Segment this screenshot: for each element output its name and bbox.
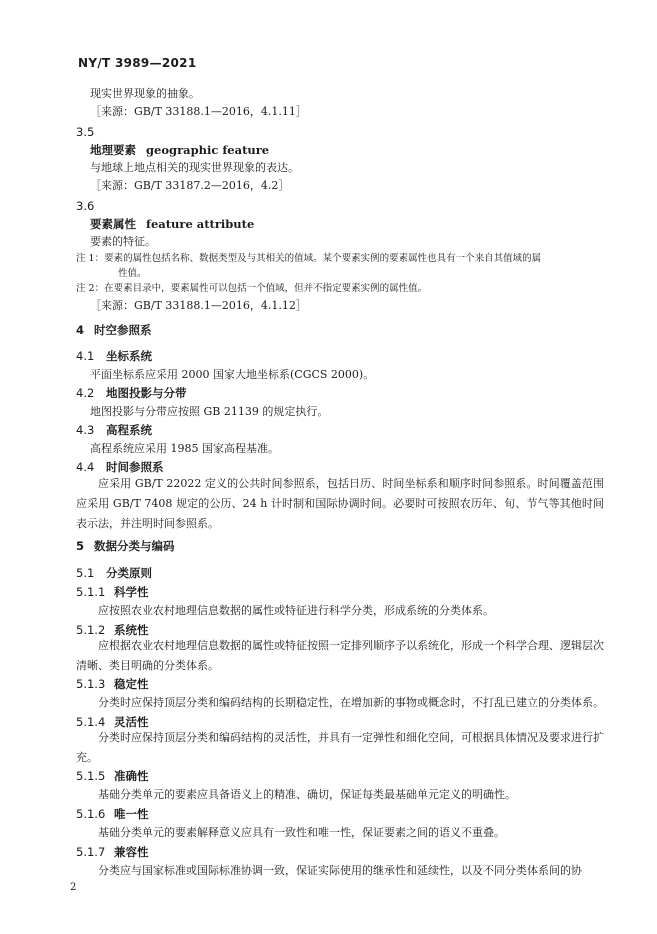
term-cn: 要素属性	[90, 217, 136, 231]
clause-number: 4.1	[76, 349, 95, 363]
clause-text: 基础分类单元的要素应具备语义上的精准、确切，保证每类最基础单元定义的明确性。	[98, 788, 516, 801]
term-number: 3.6	[76, 199, 95, 213]
definition-text: 要素的特征。	[90, 235, 156, 248]
clause-text: 应按照农业农村地理信息数据的属性或特征进行科学分类，形成系统的分类体系。	[98, 604, 494, 617]
subclause-title: 系统性	[114, 623, 149, 637]
clause-title: 时间参照系	[106, 460, 164, 474]
section-number: 5	[76, 539, 85, 553]
clause-text: 高程系统应采用 1985 国家高程基准。	[90, 442, 279, 455]
subclause-title: 准确性	[114, 769, 149, 783]
term-title	[90, 216, 254, 232]
subclause-number: 5.1.5	[76, 769, 106, 783]
section-title: 数据分类与编码	[94, 539, 175, 553]
term-number: 3.5	[76, 125, 95, 139]
term-cn: 地理要素	[90, 143, 136, 157]
subclause-title: 唯一性	[114, 807, 149, 821]
source-citation: ［来源：GB/T 33187.2—2016，4.2］	[90, 179, 290, 192]
section-title: 时空参照系	[94, 323, 152, 337]
subclause-number: 5.1.3	[76, 677, 106, 691]
note-1-continued: 性值。	[118, 268, 147, 279]
clause-number: 4.4	[76, 460, 95, 474]
clause-text: 分类时应保持顶层分类和编码结构的长期稳定性，在增加新的事物或概念时，不打乱已建立的分类体系。	[98, 696, 604, 709]
subclause-number: 5.1.1	[76, 585, 106, 599]
subclause-title: 科学性	[114, 585, 149, 599]
clause-text: 分类应与国家标准或国际标准协调一致，保证实际使用的继承性和延续性，以及不同分类体系间的协	[98, 864, 582, 877]
subclause-title: 兼容性	[114, 845, 149, 859]
clause-text: 地图投影与分带应按照 GB 21139 的规定执行。	[90, 405, 329, 418]
clause-number: 5.1	[76, 566, 95, 580]
clause-number: 4.3	[76, 423, 95, 437]
term-title	[90, 142, 269, 158]
clause-title: 坐标系统	[106, 349, 152, 363]
clause-title: 高程系统	[106, 423, 152, 437]
definition-text: 现实世界现象的抽象。	[90, 87, 200, 100]
clause-title: 分类原则	[106, 566, 152, 580]
term-en: geographic feature	[146, 143, 270, 157]
note-2: 注 2：在要素目录中，要素属性可以包括一个值域，但并不指定要素实例的属性值。	[76, 283, 428, 294]
standard-id-header: NY/T 3989—2021	[78, 56, 197, 70]
note-1: 注 1：要素的属性包括名称、数据类型及与其相关的值域。某个要素实例的要素属性也具有一个来自其值域的属	[76, 253, 542, 264]
clause-text: 基础分类单元的要素解释意义应具有一致性和唯一性，保证要素之间的语义不重叠。	[98, 826, 505, 839]
clause-text: 平面坐标系应采用 2000 国家大地坐标系(CGCS 2000)。	[90, 368, 375, 381]
clause-paragraph: 应采用 GB/T 22022 定义的公共时间参照系，包括日历、时间坐标系和顺序时间参照系。时间覆盖范围应采用 GB/T 7408 规定的公历、24 h 计时制和国际协调时间。必要时可按照农历年、旬、节气等其他时间表示法，并注明时间参照系。	[76, 477, 604, 530]
source-citation: ［来源：GB/T 33188.1—2016，4.1.11］	[90, 105, 307, 118]
clause-title: 地图投影与分带	[106, 386, 187, 400]
subclause-title: 灵活性	[114, 715, 149, 729]
subclause-number: 5.1.2	[76, 623, 106, 637]
subclause-number: 5.1.4	[76, 715, 106, 729]
section-number: 4	[76, 323, 85, 337]
clause-number: 4.2	[76, 386, 95, 400]
page-number: 2	[70, 882, 77, 893]
term-en: feature attribute	[146, 217, 255, 231]
subclause-title: 稳定性	[114, 677, 149, 691]
definition-text: 与地球上地点相关的现实世界现象的表达。	[90, 161, 299, 174]
clause-paragraph: 分类时应保持顶层分类和编码结构的灵活性，并具有一定弹性和细化空间，可根据具体情况及要求进行扩充。	[76, 731, 604, 764]
subclause-number: 5.1.6	[76, 807, 106, 821]
subclause-number: 5.1.7	[76, 845, 106, 859]
clause-paragraph: 应根据农业农村地理信息数据的属性或特征按照一定排列顺序予以系统化，形成一个科学合理、逻辑层次清晰、类目明确的分类体系。	[76, 639, 604, 672]
source-citation: ［来源：GB/T 33188.1—2016，4.1.12］	[90, 299, 307, 312]
